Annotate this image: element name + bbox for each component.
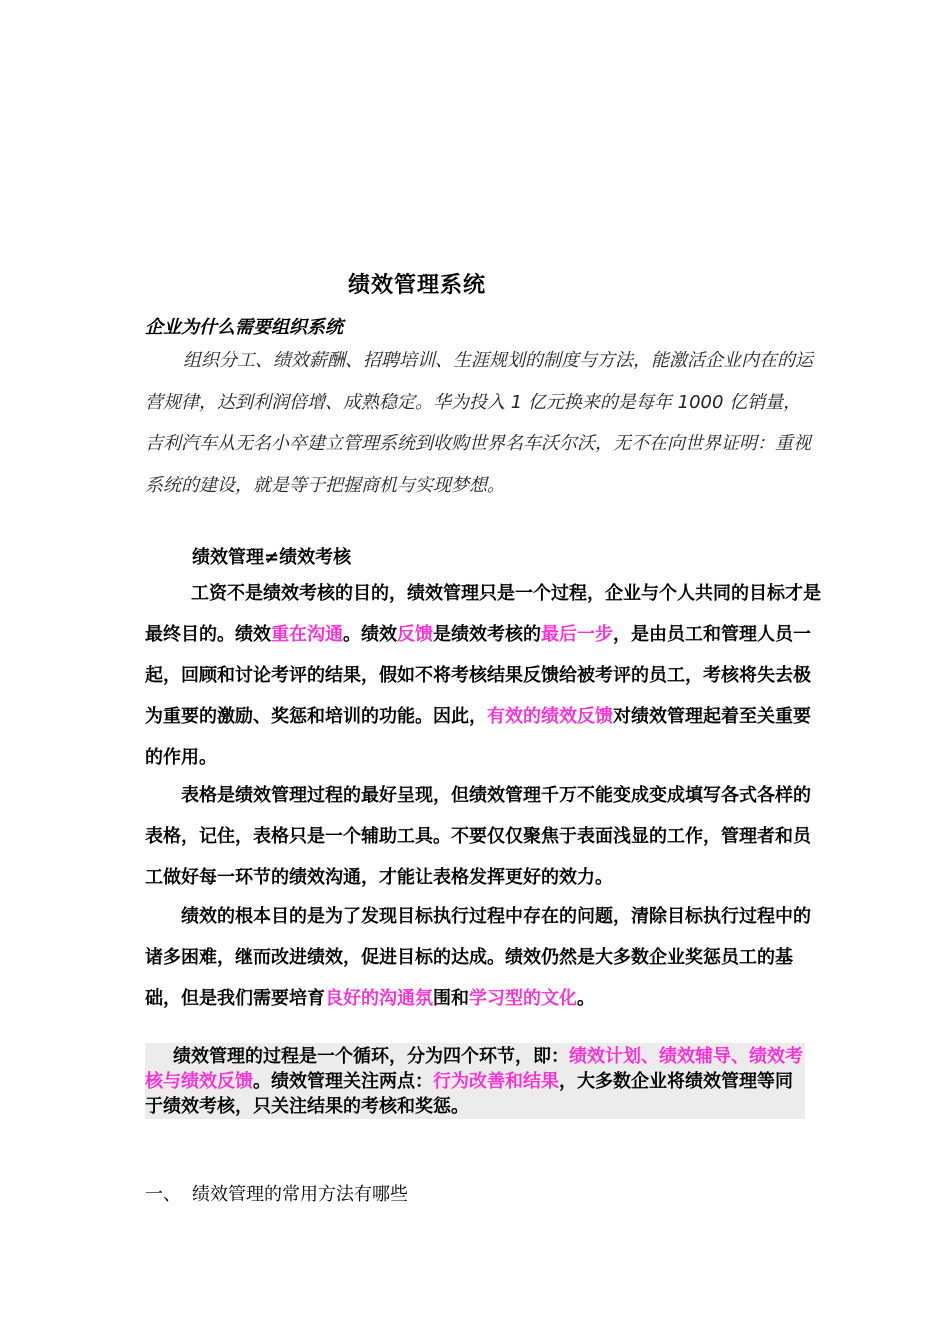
section-subtitle: 企业为什么需要组织系统	[145, 317, 343, 338]
text-run: 。	[577, 988, 595, 1009]
highlight-text: 良好的沟通氛	[325, 988, 433, 1009]
section-title: 绩效管理的常用方法有哪些	[192, 1184, 408, 1205]
text-run: 。绩效管理关注两点：	[253, 1071, 433, 1092]
highlight-text: 有效的绩效反馈	[487, 706, 613, 727]
paragraph-2: 表格是绩效管理过程的最好呈现，但绩效管理千万不能变成变成填写各式各样的表格，记住，表格只是一个辅助工具。不要仅仅聚焦于表面浅显的工作，管理者和员工做好每一环节的绩效沟通，才能让表格发挥更好的效力。	[145, 785, 811, 888]
callout-paragraph	[145, 1043, 805, 1119]
document-title: 绩效管理系统	[348, 273, 487, 298]
highlight-text: 最后一步	[541, 624, 613, 645]
text-run: 绩效的根本目的是为了发现目标执行过程中存在的问题，清除目标执行过程中的诸多困难，继而改进绩效，促进目标的达成。绩效仍然是大多数企业奖惩员工的基础，但是我们需要培育	[145, 906, 811, 1009]
text-run: 围和	[433, 988, 469, 1009]
paragraph-3	[145, 896, 825, 1019]
highlight-text: 学习型的文化	[469, 988, 577, 1009]
text-run: 是绩效考核的	[433, 624, 541, 645]
highlight-text: 重在沟通	[271, 624, 343, 645]
section-number: 一、	[145, 1184, 181, 1205]
text-run: ，大多数企业将绩效管理等同于绩效考核，只关注结果的考核和奖惩。	[145, 1071, 793, 1117]
text-run: 。绩效	[343, 624, 397, 645]
shaded-callout-box	[145, 1043, 805, 1119]
text-run: 绩效管理的过程是一个循环，分为四个环节，即：	[173, 1046, 569, 1067]
highlight-text: 反馈	[397, 624, 433, 645]
highlight-text: 绩效计划、绩效辅导、绩效考核与绩效反馈	[145, 1046, 803, 1092]
highlight-text: 行为改善和结果	[433, 1071, 559, 1092]
text-run: 工资不是绩效考核的目的，绩效管理只是一个过程，企业与个人共同的目标才是最终目的。绩效	[145, 583, 821, 645]
section-heading-1	[145, 1180, 408, 1206]
text-run: ，是由员工和管理人员一起，回顾和讨论考评的结果，假如不将考核结果反馈给被考评的员工，考核将失去极为重要的激励、奖惩和培训的功能。因此，	[145, 624, 811, 727]
paragraph-1	[145, 573, 825, 778]
subheading: 绩效管理≠绩效考核	[192, 547, 352, 568]
text-run: 对绩效管理起着至关重要的作用。	[145, 706, 811, 768]
intro-paragraph: 组织分工、绩效薪酬、招聘培训、生涯规划的制度与方法，能激活企业内在的运营规律，达到利润倍增、成熟稳定。华为投入 1 亿元换来的是每年 1000 亿销量，吉利汽车从无名小卒建立管理系统到收购世界名车沃尔沃，无不在向世界证明：重视系统的建设，就是等于把握商机与实现梦想。	[145, 350, 813, 496]
